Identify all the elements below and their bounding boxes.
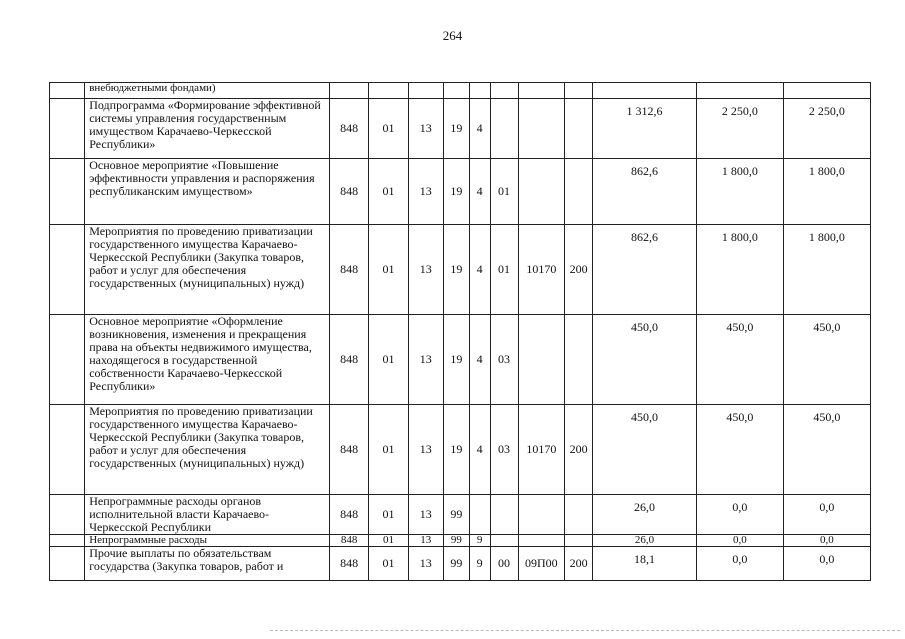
amount-cell-y3: 1 800,0 xyxy=(783,159,870,225)
code-cell-vr: 200 xyxy=(565,405,593,495)
row-number-cell xyxy=(50,535,85,547)
amount-cell-y2: 0,0 xyxy=(696,547,783,581)
amount-cell-y3 xyxy=(783,83,870,99)
page-number: 264 xyxy=(442,28,463,43)
amount-cell-y1: 862,6 xyxy=(593,225,697,315)
table-row xyxy=(50,535,871,547)
amount-cell-y3: 0,0 xyxy=(783,547,870,581)
code-cell-p4 xyxy=(518,99,565,159)
amount-cell-y2 xyxy=(696,83,783,99)
code-cell-p4: 10170 xyxy=(518,225,565,315)
code-cell-p3: 01 xyxy=(490,159,518,225)
row-number-cell xyxy=(50,225,85,315)
code-cell-p1: 19 xyxy=(443,315,469,405)
code-cell-ved: 848 xyxy=(329,159,368,225)
amount-cell-y2: 0,0 xyxy=(696,495,783,535)
code-cell-p3 xyxy=(490,495,518,535)
code-cell-p3: 03 xyxy=(490,405,518,495)
code-cell-p3: 01 xyxy=(490,225,518,315)
amount-cell-y3: 1 800,0 xyxy=(783,225,870,315)
code-cell-pr: 13 xyxy=(408,225,443,315)
code-cell-p1: 19 xyxy=(443,405,469,495)
code-cell-p2: 4 xyxy=(469,405,490,495)
code-cell-rz: 01 xyxy=(369,225,408,315)
item-name-cell: Мероприятия по проведению приватизации государственного имущества Карачаево-Черкесской Республики (Закупка товаров, работ и услуг для обеспечения государственных (муниципальных) нужд) xyxy=(85,225,330,315)
code-cell-p1: 19 xyxy=(443,225,469,315)
code-cell-pr: 13 xyxy=(408,535,443,547)
code-cell-rz xyxy=(369,83,408,99)
code-cell-vr xyxy=(565,99,593,159)
code-cell-pr: 13 xyxy=(408,547,443,581)
code-cell-rz: 01 xyxy=(369,535,408,547)
code-cell-vr xyxy=(565,315,593,405)
code-cell-p2: 4 xyxy=(469,225,490,315)
table-row xyxy=(50,159,871,225)
code-cell-ved: 848 xyxy=(329,495,368,535)
table-row xyxy=(50,225,871,315)
code-cell-p4 xyxy=(518,495,565,535)
amount-cell-y1: 18,1 xyxy=(593,547,697,581)
code-cell-p4 xyxy=(518,159,565,225)
code-cell-rz: 01 xyxy=(369,159,408,225)
item-name-cell: Основное мероприятие «Оформление возникновения, изменения и прекращения права на объекты недвижимого имущества, находящегося в государственной собственности Карачаево-Черкесской Республики» xyxy=(85,315,330,405)
amount-cell-y3: 0,0 xyxy=(783,535,870,547)
row-number-cell xyxy=(50,315,85,405)
row-number-cell xyxy=(50,99,85,159)
code-cell-p2: 4 xyxy=(469,159,490,225)
code-cell-p3 xyxy=(490,83,518,99)
amount-cell-y1 xyxy=(593,83,697,99)
amount-cell-y1: 862,6 xyxy=(593,159,697,225)
code-cell-ved: 848 xyxy=(329,547,368,581)
amount-cell-y1: 1 312,6 xyxy=(593,99,697,159)
code-cell-rz: 01 xyxy=(369,99,408,159)
item-name-cell: Подпрограмма «Формирование эффективной системы управления государственным имуществом Карачаево-Черкесской Республики» xyxy=(85,99,330,159)
item-name-cell: Непрограммные расходы xyxy=(85,535,330,547)
code-cell-p2: 4 xyxy=(469,315,490,405)
amount-cell-y2: 450,0 xyxy=(696,315,783,405)
code-cell-rz: 01 xyxy=(369,547,408,581)
table-row xyxy=(50,83,871,99)
code-cell-pr: 13 xyxy=(408,99,443,159)
amount-cell-y1: 26,0 xyxy=(593,535,697,547)
code-cell-pr xyxy=(408,83,443,99)
table-row xyxy=(50,405,871,495)
code-cell-p2: 4 xyxy=(469,99,490,159)
code-cell-rz: 01 xyxy=(369,315,408,405)
code-cell-p1: 99 xyxy=(443,535,469,547)
code-cell-p2 xyxy=(469,83,490,99)
code-cell-pr: 13 xyxy=(408,495,443,535)
code-cell-p4 xyxy=(518,315,565,405)
code-cell-p2 xyxy=(469,495,490,535)
item-name-cell: Непрограммные расходы органов исполнительной власти Карачаево-Черкесской Республики xyxy=(85,495,330,535)
amount-cell-y1: 26,0 xyxy=(593,495,697,535)
code-cell-p4 xyxy=(518,83,565,99)
amount-cell-y1: 450,0 xyxy=(593,405,697,495)
row-number-cell xyxy=(50,547,85,581)
budget-table xyxy=(49,82,871,581)
code-cell-p1: 19 xyxy=(443,159,469,225)
code-cell-vr: 200 xyxy=(565,547,593,581)
amount-cell-y2: 2 250,0 xyxy=(696,99,783,159)
item-name-cell: внебюджетными фондами) xyxy=(85,83,330,99)
row-number-cell xyxy=(50,405,85,495)
item-name-cell: Прочие выплаты по обязательствам государства (Закупка товаров, работ и xyxy=(85,547,330,581)
table-row xyxy=(50,99,871,159)
code-cell-vr: 200 xyxy=(565,225,593,315)
code-cell-vr xyxy=(565,495,593,535)
code-cell-p2: 9 xyxy=(469,535,490,547)
amount-cell-y3: 2 250,0 xyxy=(783,99,870,159)
amount-cell-y2: 1 800,0 xyxy=(696,159,783,225)
code-cell-p3 xyxy=(490,99,518,159)
code-cell-ved: 848 xyxy=(329,99,368,159)
code-cell-p1: 99 xyxy=(443,495,469,535)
code-cell-rz: 01 xyxy=(369,405,408,495)
code-cell-vr xyxy=(565,83,593,99)
row-number-cell xyxy=(50,159,85,225)
code-cell-rz: 01 xyxy=(369,495,408,535)
amount-cell-y3: 450,0 xyxy=(783,405,870,495)
amount-cell-y2: 0,0 xyxy=(696,535,783,547)
amount-cell-y3: 0,0 xyxy=(783,495,870,535)
scan-edge-line xyxy=(270,630,900,632)
row-number-cell xyxy=(50,495,85,535)
code-cell-pr: 13 xyxy=(408,405,443,495)
code-cell-p4: 10170 xyxy=(518,405,565,495)
code-cell-pr: 13 xyxy=(408,159,443,225)
code-cell-pr: 13 xyxy=(408,315,443,405)
code-cell-p1: 99 xyxy=(443,547,469,581)
code-cell-ved xyxy=(329,83,368,99)
code-cell-p4 xyxy=(518,535,565,547)
code-cell-p3: 00 xyxy=(490,547,518,581)
table-row xyxy=(50,315,871,405)
code-cell-p3: 03 xyxy=(490,315,518,405)
table-row xyxy=(50,547,871,581)
amount-cell-y2: 450,0 xyxy=(696,405,783,495)
code-cell-p4: 09П00 xyxy=(518,547,565,581)
item-name-cell: Основное мероприятие «Повышение эффективности управления и распоряжения республиканским имуществом» xyxy=(85,159,330,225)
amount-cell-y2: 1 800,0 xyxy=(696,225,783,315)
code-cell-p2: 9 xyxy=(469,547,490,581)
code-cell-vr xyxy=(565,535,593,547)
code-cell-p3 xyxy=(490,535,518,547)
code-cell-vr xyxy=(565,159,593,225)
code-cell-ved: 848 xyxy=(329,225,368,315)
code-cell-p1: 19 xyxy=(443,99,469,159)
code-cell-ved: 848 xyxy=(329,315,368,405)
table-row xyxy=(50,495,871,535)
amount-cell-y1: 450,0 xyxy=(593,315,697,405)
code-cell-ved: 848 xyxy=(329,405,368,495)
row-number-cell xyxy=(50,83,85,99)
code-cell-ved: 848 xyxy=(329,535,368,547)
code-cell-p1 xyxy=(443,83,469,99)
item-name-cell: Мероприятия по проведению приватизации государственного имущества Карачаево-Черкесской Республики (Закупка товаров, работ и услуг для обеспечения государственных (муниципальных) нужд) xyxy=(85,405,330,495)
amount-cell-y3: 450,0 xyxy=(783,315,870,405)
table-body xyxy=(50,83,871,581)
